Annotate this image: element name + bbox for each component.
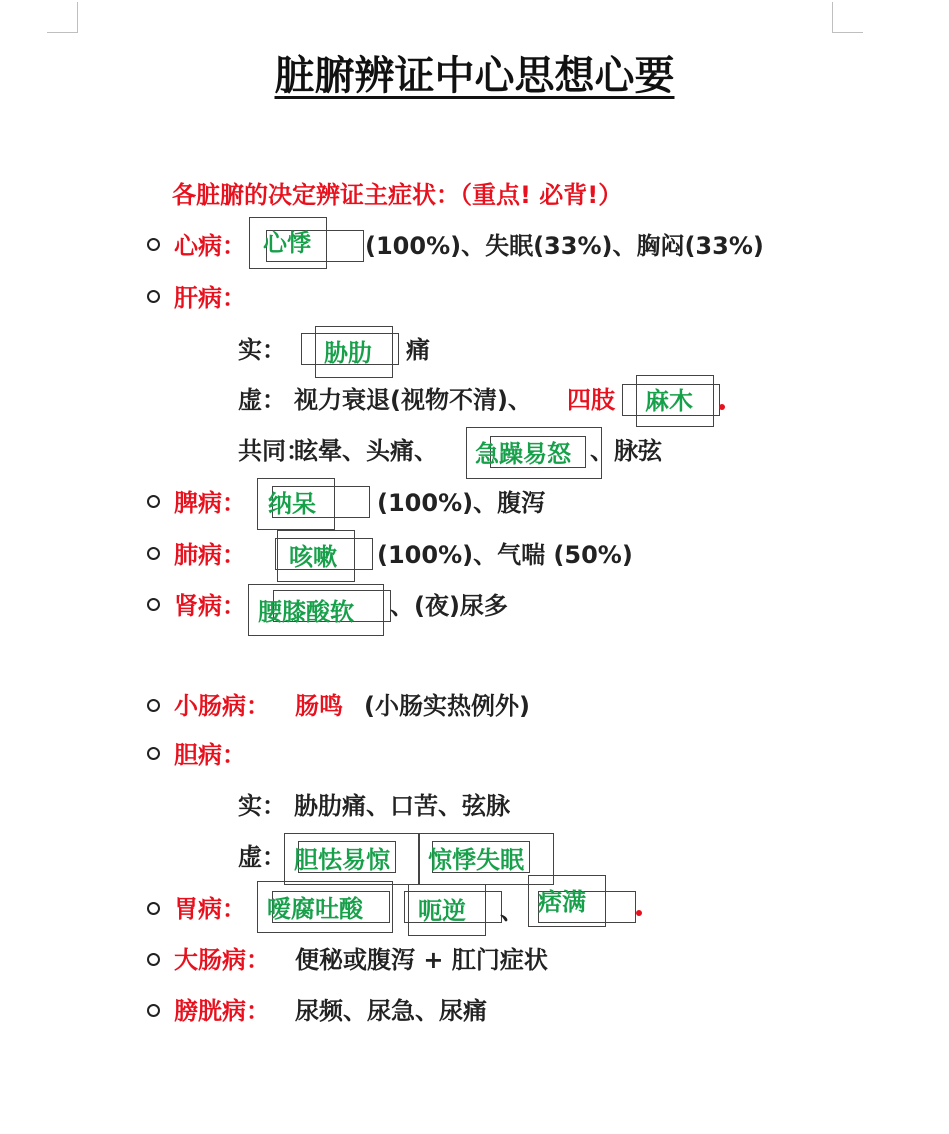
bullet-icon	[147, 290, 160, 303]
liver-deficiency-answer: 麻木	[645, 387, 693, 415]
small-intestine-symptom: 肠鸣	[295, 692, 343, 720]
bullet-icon	[147, 699, 160, 712]
large-intestine-text: 便秘或腹泻 + 肛门症状	[295, 946, 548, 974]
stomach-answer-1: 嗳腐吐酸	[267, 895, 363, 923]
liver-deficiency-text: 视力衰退(视物不清)、	[294, 386, 532, 414]
liver-common-label: 共同：	[238, 437, 310, 465]
gallbladder-answer-2: 惊悸失眠	[428, 846, 524, 874]
bullet-icon	[147, 953, 160, 966]
liver-label: 肝病：	[174, 284, 246, 312]
period-mark	[719, 404, 725, 410]
lung-rest: (100%)、气喘 (50%)	[377, 541, 633, 569]
kidney-rest: 、(夜)尿多	[390, 592, 508, 620]
page-corner-mark	[47, 2, 78, 33]
heart-answer: 心悸	[263, 229, 311, 257]
stomach-answer-3: 痞满	[538, 888, 586, 916]
liver-excess-answer: 胁肋	[324, 339, 372, 367]
bullet-icon	[147, 902, 160, 915]
kidney-answer: 腰膝酸软	[258, 598, 354, 626]
stomach-answer-2: 呃逆	[418, 897, 466, 925]
lung-answer: 咳嗽	[289, 543, 337, 571]
page-title-text: 脏腑辨证中心思想心要	[274, 53, 675, 99]
liver-common-rest: 、脉弦	[590, 437, 662, 465]
lung-label: 肺病：	[174, 541, 246, 569]
period-mark	[636, 910, 642, 916]
stomach-label: 胃病：	[174, 895, 246, 923]
intro-heading: 各脏腑的决定辨证主症状：（重点! 必背!）	[172, 181, 623, 209]
liver-common-text: 眩晕、头痛、	[294, 437, 438, 465]
liver-common-answer: 急躁易怒	[475, 440, 571, 468]
kidney-label: 肾病：	[174, 592, 246, 620]
bladder-text: 尿频、尿急、尿痛	[295, 997, 487, 1025]
stomach-separator: 、	[500, 897, 524, 925]
bullet-icon	[147, 747, 160, 760]
bullet-icon	[147, 547, 160, 560]
liver-excess-label: 实：	[238, 336, 286, 364]
spleen-rest: (100%)、腹泻	[377, 489, 546, 517]
large-intestine-label: 大肠病：	[174, 946, 270, 974]
small-intestine-label: 小肠病：	[174, 692, 270, 720]
spleen-answer: 纳呆	[268, 490, 316, 518]
gallbladder-deficiency-label: 虚：	[238, 843, 286, 871]
gallbladder-excess-label: 实：	[238, 792, 286, 820]
page-title	[0, 44, 949, 101]
bullet-icon	[147, 238, 160, 251]
page-corner-mark	[832, 2, 863, 33]
bladder-label: 膀胱病：	[174, 997, 270, 1025]
gallbladder-answer-1: 胆怯易惊	[294, 846, 390, 874]
heart-label: 心病：	[174, 232, 246, 260]
bullet-icon	[147, 495, 160, 508]
gallbladder-label: 胆病：	[174, 741, 246, 769]
spleen-label: 脾病：	[174, 489, 246, 517]
liver-excess-rest: 痛	[406, 336, 430, 364]
bullet-icon	[147, 1004, 160, 1017]
liver-deficiency-label: 虚：	[238, 386, 286, 414]
gallbladder-excess-text: 胁肋痛、口苦、弦脉	[294, 792, 510, 820]
small-intestine-rest: (小肠实热例外)	[364, 692, 530, 720]
bullet-icon	[147, 598, 160, 611]
heart-rest: (100%)、失眠(33%)、胸闷(33%)	[365, 232, 764, 260]
liver-deficiency-red: 四肢	[567, 386, 615, 414]
